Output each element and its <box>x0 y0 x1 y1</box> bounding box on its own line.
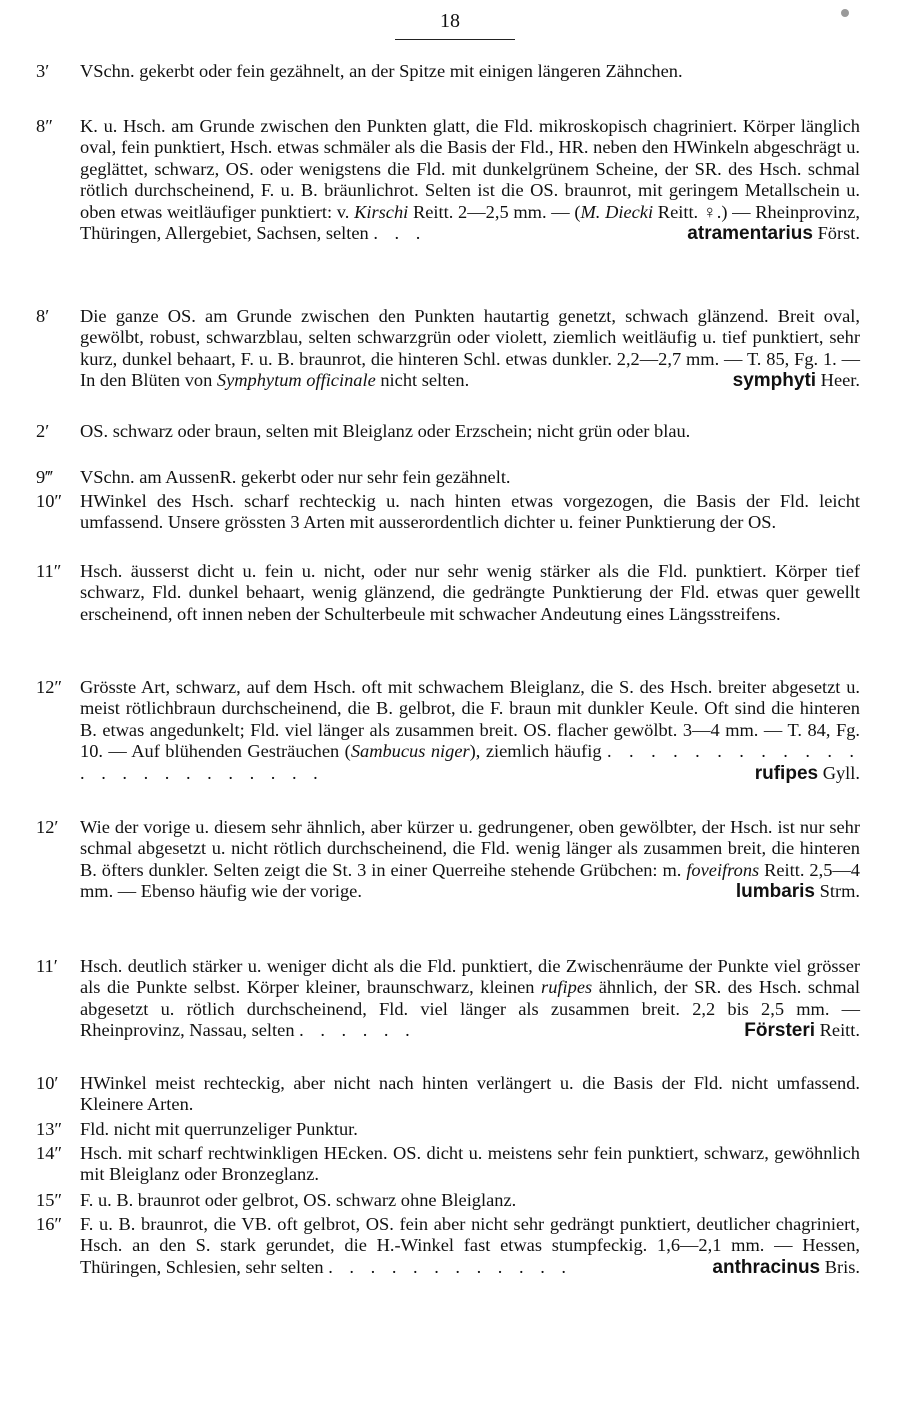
leader-dots: . . . . . . <box>299 1020 416 1041</box>
key-label: 14″ <box>36 1143 63 1163</box>
plant-name: Symphytum officinale <box>216 370 376 391</box>
page-number: 18 <box>440 10 460 32</box>
key-text: Wie der vorige u. diesem sehr ähnlich, aber kürzer u. gedrungener, oben gewölbter, der Hsch. ist nur sehr schmal abgesetzt u. nicht rötlich durchscheinend, die Fld. wenig länger als zusammen breit, die hinteren B. öfters dunkler. Selten zeigt die St. 3 in einer Querreihe stehende Grübchen: m. foveifrons Reitt. 2,5—4 mm. — Ebenso häufig wie der vorige. lumbaris Strm. <box>80 817 860 903</box>
species-reference: rufipes <box>541 977 593 998</box>
species-name: rufipes <box>754 762 819 784</box>
species-name: symphyti <box>732 370 817 392</box>
key-text: F. u. B. braunrot oder gelbrot, OS. schwarz ohne Bleiglanz. <box>80 1190 517 1210</box>
key-label: 8″ <box>36 116 53 136</box>
plant-name: Sambucus niger <box>350 741 470 762</box>
key-label: 13″ <box>36 1119 63 1139</box>
variety-name: M. Diecki <box>580 201 654 222</box>
key-label: 15″ <box>36 1190 63 1210</box>
key-label: 11′ <box>36 956 58 976</box>
species-author: Bris. <box>824 1256 860 1277</box>
species-author: Gyll. <box>822 762 860 783</box>
key-label: 8′ <box>36 306 50 326</box>
key-text: VSchn. gekerbt oder fein gezähnelt, an der Spitze mit einigen längeren Zähnchen. <box>80 61 683 81</box>
key-label: 3′ <box>36 61 50 81</box>
key-label: 12″ <box>36 677 63 697</box>
leader-dots: . . . . . . . . . . . . . . . . . . . . . . . . <box>80 741 861 783</box>
header-rule <box>395 39 515 40</box>
key-text: Die ganze OS. am Grunde zwischen den Punkten hautartig genetzt, schwach glänzend. Breit oval, gewölbt, robust, schwarzblau, selten schwarzgrün oder violett, ziemlich weitläufig u. tief punktiert, sehr kurz, dunkel behaart, F. u. B. braunrot, die hinteren Schl. etwas dunkler. 2,2—2,7 mm. — T. 85, Fg. 1. — In den Blüten von Symphytum officinale nicht selten. symphyti Heer. <box>80 306 860 392</box>
species-name: lumbaris <box>735 881 816 903</box>
variety-name: Kirschi <box>354 201 409 222</box>
species-name: Försteri <box>744 1020 816 1042</box>
species-author: Strm. <box>819 881 860 902</box>
key-text: Grösste Art, schwarz, auf dem Hsch. oft mit schwachem Bleiglanz, die S. des Hsch. breiter abgesetzt u. meist rötlichbraun durchscheinend, die B. gelbrot, die F. braun mit dunkler Keule. Oft sind die hinteren B. etwas angedunkelt; Fld. viel länger als zusammen breit. OS. flacher gewölbt. 3—4 mm. — T. 84, Fg. 10. — Auf blühenden Gesträuchen (Sambucus niger), ziemlich häufig . . . . . . . . . . . . . . . . . . . . . . . . rufipes Gyll. <box>80 677 861 784</box>
key-text: Hsch. mit scharf rechtwinkligen HEcken. OS. dicht u. meistens sehr fein punktiert, schwarz, gewöhnlich mit Bleiglanz oder Bronzeglanz. <box>80 1143 860 1185</box>
key-text: Fld. nicht mit querrunzeliger Punktur. <box>80 1119 358 1139</box>
key-label: 9‴ <box>36 467 53 487</box>
key-text: K. u. Hsch. am Grunde zwischen den Punkten glatt, die Fld. mikroskopisch chagriniert. Körper länglich oval, fein punktiert, Hsch. etwas schmäler als die Basis der Fld., HR. neben den HWinkeln abgeschrägt u. geglättet, schwarz, OS. oder wenigstens die Fld. mit dunkelgrünem Scheine, der SR. des Hsch. schmal rötlich durchscheinend, F. u. B. bräunlichrot. Selten ist die OS. braunrot, mit geringem Metallschein u. oben etwas weitläufiger punktiert: v. Kirschi Reitt. 2—2,5 mm. — (M. Diecki Reitt. ♀.) — Rheinprovinz, Thüringen, Allergebiet, Sachsen, selten . . . atramentarius Först. <box>80 116 860 245</box>
species-name: anthracinus <box>712 1256 821 1278</box>
key-label: 2′ <box>36 421 50 441</box>
key-label: 10′ <box>36 1073 59 1093</box>
key-text: OS. schwarz oder braun, selten mit Bleiglanz oder Erzschein; nicht grün oder blau. <box>80 421 691 441</box>
ink-spot <box>841 9 849 17</box>
key-text: HWinkel des Hsch. scharf rechteckig u. nach hinten etwas vorgezogen, die Basis der Fld. leicht umfassend. Unsere grössten 3 Arten mit ausserordentlich dichter u. feiner Punktierung der OS. <box>80 491 860 533</box>
key-label: 10″ <box>36 491 63 511</box>
key-text: F. u. B. braunrot, die VB. oft gelbrot, OS. fein aber nicht sehr gedrängt punktiert, deutlicher chagriniert, Hsch. an den S. stark gerundet, die H.-Winkel fast etwas stumpfeckig. 1,6—2,1 mm. — Hessen, Thüringen, Schlesien, sehr selten . . . . . . . . . . . . anthracinus Bris. <box>80 1214 860 1278</box>
key-text: Hsch. deutlich stärker u. weniger dicht als die Fld. punktiert, die Zwischenräume der Punkte viel grösser als die Punkte selbst. Körper kleiner, braunschwarz, kleinen rufipes ähnlich, der SR. des Hsch. schmal abgesetzt u. rötlich durchscheinend, Fld. viel länger als zusammen breit. 2,2 bis 2,5 mm. — Rheinprovinz, Nassau, selten . . . . . . Försteri Reitt. <box>80 956 860 1042</box>
key-text: VSchn. am AussenR. gekerbt oder nur sehr fein gezähnelt. <box>80 467 511 487</box>
key-label: 12′ <box>36 817 59 837</box>
species-author: Heer. <box>820 370 860 391</box>
key-label: 16″ <box>36 1214 63 1234</box>
key-text: Hsch. äusserst dicht u. fein u. nicht, oder nur sehr wenig stärker als die Fld. punktiert. Körper tief schwarz, Fld. dunkel behaart, wenig glänzend, die gedrängte Punktierung der Fld. etwas quer gewellt erscheinend, oft innen neben der Schulterbeule mit schwacher Andeutung eines Längsstreifens. <box>80 561 860 624</box>
species-author: Reitt. <box>819 1020 860 1041</box>
leader-dots: . . . . . . . . . . . . <box>328 1256 572 1277</box>
species-name: atramentarius <box>687 223 813 245</box>
species-author: Först. <box>817 223 860 244</box>
key-text: HWinkel meist rechteckig, aber nicht nach hinten verlängert u. die Basis der Fld. nicht umfassend. Kleinere Arten. <box>80 1073 860 1115</box>
variety-name: foveifrons <box>686 859 760 880</box>
key-label: 11″ <box>36 561 62 581</box>
leader-dots: . . . <box>373 223 427 244</box>
